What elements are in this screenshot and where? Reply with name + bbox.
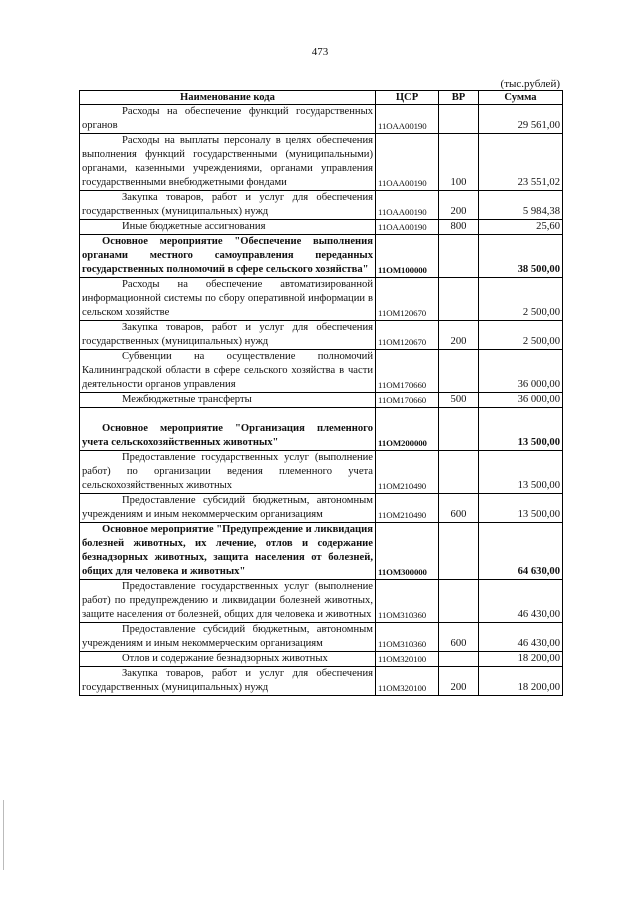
table-row [80,623,563,652]
header-vr: ВР [439,91,479,105]
units-label: (тыс.рублей) [500,78,560,90]
row-vr [439,105,479,134]
row-vr: 800 [439,220,479,235]
row-vr [439,451,479,494]
row-name: Предоставление государственных услуг (выполнение работ) по организации ведения племенного учета сельскохозяйственных животных [80,451,376,494]
row-name: Расходы на выплаты персоналу в целях обеспечения выполнения функций государственными (муниципальными) органами, казенными учреждениями, органами управления государственными внебюджетными фондами [80,134,376,191]
row-csr: 11OM210490 [376,494,439,523]
row-name: Расходы на обеспечение автоматизированной информационной системы по сбору оперативной информации в сельском хозяйстве [80,278,376,321]
table-row [80,105,563,134]
row-vr [439,523,479,580]
row-csr: 11OM210490 [376,451,439,494]
row-sum: 25,60 [479,220,563,235]
row-csr: 11OM120670 [376,278,439,321]
table-row [80,408,563,451]
row-vr: 100 [439,134,479,191]
row-vr [439,580,479,623]
scan-edge-mark [3,800,4,870]
row-name: Основное мероприятие "Предупреждение и ликвидация болезней животных, их лечение, отлов и содержание безнадзорных животных, защита населения от болезней, общих для человека и животных" [80,523,376,580]
row-sum: 2 500,00 [479,278,563,321]
row-sum: 46 430,00 [479,623,563,652]
row-vr [439,652,479,667]
row-csr: 11OM310360 [376,623,439,652]
row-csr: 11OM100000 [376,235,439,278]
row-name: Предоставление субсидий бюджетным, автономным учреждениям и иным некоммерческим организациям [80,494,376,523]
row-name: Закупка товаров, работ и услуг для обеспечения государственных (муниципальных) нужд [80,667,376,696]
table-row [80,134,563,191]
row-name: Основное мероприятие "Обеспечение выполнения органами местного самоуправления переданных государственных полномочий в сфере сельского хозяйства" [80,235,376,278]
row-csr: 11OAA00190 [376,220,439,235]
row-sum: 13 500,00 [479,494,563,523]
row-name: Предоставление государственных услуг (выполнение работ) по предупреждению и ликвидации болезней животных, защите населения от болезней, общих для человека и животных [80,580,376,623]
row-name: Расходы на обеспечение функций государственных органов [80,105,376,134]
table-row [80,393,563,408]
table-row [80,580,563,623]
row-sum: 2 500,00 [479,321,563,350]
row-name: Основное мероприятие "Организация племенного учета сельскохозяйственных животных" [80,408,376,451]
row-sum: 13 500,00 [479,408,563,451]
row-sum: 36 000,00 [479,350,563,393]
table-row [80,278,563,321]
row-sum: 29 561,00 [479,105,563,134]
row-name: Отлов и содержание безнадзорных животных [80,652,376,667]
row-sum: 13 500,00 [479,451,563,494]
row-csr: 11OAA00190 [376,191,439,220]
row-csr: 11OM170660 [376,350,439,393]
row-vr: 600 [439,494,479,523]
header-sum: Сумма [479,91,563,105]
table-row [80,652,563,667]
table-row [80,321,563,350]
table-row [80,235,563,278]
row-vr: 200 [439,321,479,350]
row-sum: 36 000,00 [479,393,563,408]
row-sum: 46 430,00 [479,580,563,623]
header-row [80,91,563,105]
header-name: Наименование кода [80,91,376,105]
row-name: Субвенции на осуществление полномочий Калининградской области в сфере сельского хозяйства в части деятельности органов управления [80,350,376,393]
row-vr: 200 [439,191,479,220]
table-row [80,191,563,220]
budget-table [79,90,563,696]
row-vr [439,350,479,393]
table-row [80,220,563,235]
row-name: Предоставление субсидий бюджетным, автономным учреждениям и иным некоммерческим организациям [80,623,376,652]
page-number: 473 [311,46,329,58]
row-csr: 11OM120670 [376,321,439,350]
row-csr: 11OAA00190 [376,134,439,191]
row-vr: 200 [439,667,479,696]
table-row [80,667,563,696]
row-csr: 11OM320100 [376,667,439,696]
row-name: Закупка товаров, работ и услуг для обеспечения государственных (муниципальных) нужд [80,191,376,220]
row-csr: 11OM170660 [376,393,439,408]
table-row [80,350,563,393]
row-vr: 500 [439,393,479,408]
header-csr: ЦСР [376,91,439,105]
row-vr: 600 [439,623,479,652]
table-row [80,523,563,580]
row-vr [439,278,479,321]
row-sum: 23 551,02 [479,134,563,191]
row-vr [439,235,479,278]
row-csr: 11OM300000 [376,523,439,580]
table-row [80,494,563,523]
table-row [80,451,563,494]
row-sum: 5 984,38 [479,191,563,220]
row-sum: 64 630,00 [479,523,563,580]
row-csr: 11OAA00190 [376,105,439,134]
row-csr: 11OM200000 [376,408,439,451]
row-name: Межбюджетные трансферты [80,393,376,408]
row-name: Иные бюджетные ассигнования [80,220,376,235]
row-sum: 38 500,00 [479,235,563,278]
row-csr: 11OM310360 [376,580,439,623]
row-sum: 18 200,00 [479,652,563,667]
row-name: Закупка товаров, работ и услуг для обеспечения государственных (муниципальных) нужд [80,321,376,350]
row-vr [439,408,479,451]
row-csr: 11OM320100 [376,652,439,667]
table-body [80,105,563,696]
row-sum: 18 200,00 [479,667,563,696]
